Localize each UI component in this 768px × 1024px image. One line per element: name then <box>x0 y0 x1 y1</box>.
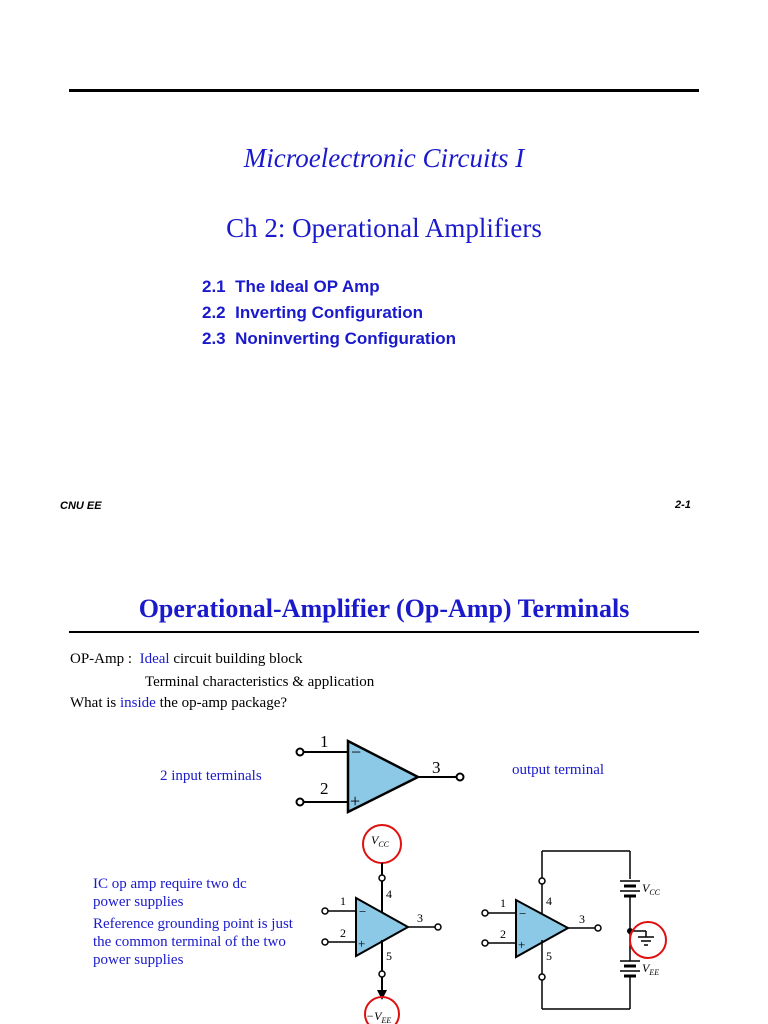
pin-3-label: 3 <box>432 758 441 777</box>
pin-2-label: 2 <box>340 926 346 940</box>
pin-4-label: 4 <box>546 894 552 908</box>
svg-text:−VEE <box>366 1009 391 1024</box>
svg-text:VEE <box>642 961 659 977</box>
vee-sub: EE <box>649 968 660 977</box>
vee-label: −V <box>366 1009 382 1023</box>
top-rule <box>69 89 699 92</box>
ground-highlight-circle <box>630 922 666 958</box>
minus-sign: − <box>351 742 362 762</box>
footer-left: CNU EE <box>60 500 102 512</box>
minus-sign: − <box>519 906 527 921</box>
line-inside: What is inside the op-amp package? <box>70 695 288 711</box>
pin-1-label: 1 <box>320 732 329 751</box>
note-grounding: Reference grounding point is just the common terminal of the two power supplies <box>93 916 293 968</box>
toc-item: 2.2 Inverting Configuration <box>202 303 424 322</box>
line-terminal: Terminal characteristics & application <box>145 674 375 690</box>
plus-sign: + <box>350 791 361 811</box>
toc-item: 2.3 Noninverting Configuration <box>202 329 457 348</box>
vcc-sub: CC <box>378 840 390 849</box>
vcc-label: V <box>371 833 379 847</box>
label-output-terminal: output terminal <box>512 762 605 778</box>
slide-title: Operational-Amplifier (Op-Amp) Terminals <box>138 594 630 623</box>
course-title: Microelectronic Circuits I <box>243 143 525 173</box>
pin-2-label: 2 <box>500 927 506 941</box>
pin-3-label: 3 <box>579 912 585 926</box>
label-input-terminals: 2 input terminals <box>160 768 262 784</box>
pin-5-label: 5 <box>546 949 552 963</box>
pin-1-label: 1 <box>500 896 506 910</box>
chapter-title: Ch 2: Operational Amplifiers <box>226 213 542 243</box>
plus-sign: + <box>358 936 366 951</box>
note-power-supplies: IC op amp require two dc power supplies <box>93 876 247 910</box>
pin-2-label: 2 <box>320 779 329 798</box>
opamp-battery-diagram <box>478 845 688 1015</box>
pin-5-label: 5 <box>386 949 392 963</box>
toc-item: 2.1 The Ideal OP Amp <box>202 277 380 296</box>
vee-label: V <box>642 961 650 975</box>
line-opamp: OP-Amp : Ideal circuit building block <box>70 651 303 667</box>
plus-sign: + <box>518 937 526 952</box>
opamp-supply-diagram <box>318 822 458 1024</box>
pin-1-label: 1 <box>340 894 346 908</box>
opamp-symbol <box>290 728 470 828</box>
vcc-label: V <box>642 881 650 895</box>
svg-text:VCC <box>642 881 661 897</box>
minus-sign: − <box>359 904 367 919</box>
pin-4-label: 4 <box>386 887 392 901</box>
pin-3-label: 3 <box>417 911 423 925</box>
vee-sub: EE <box>381 1016 392 1024</box>
vcc-sub: CC <box>649 888 661 897</box>
title-rule <box>69 631 699 633</box>
page-number: 2-1 <box>675 499 691 511</box>
svg-text:VCC <box>371 833 390 849</box>
